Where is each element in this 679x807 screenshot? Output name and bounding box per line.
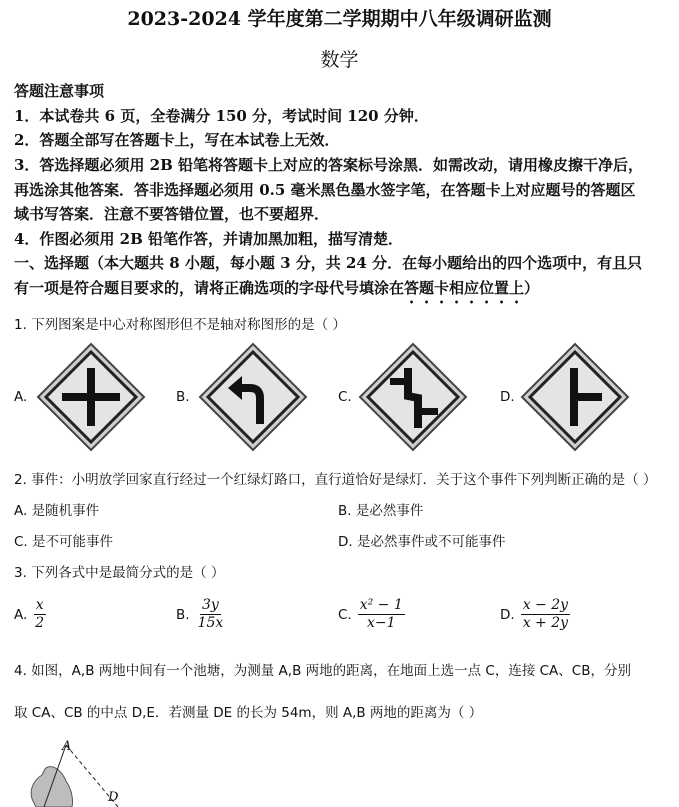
figure-label-a: A	[62, 739, 72, 754]
q2-option-b	[338, 499, 423, 519]
notice-heading: 答题注意事项	[14, 82, 105, 100]
fraction-numerator: x	[35, 597, 44, 613]
fraction-numerator: x − 2y	[522, 597, 569, 613]
question-2-text: 2. 事件：小明放学回家直行经过一个红绿灯路口，直行道恰好是绿灯．关于这个事件下列判断正确的是（ ）	[14, 472, 657, 488]
q2-option-a	[14, 499, 99, 519]
cross-road-sign-icon	[34, 340, 148, 454]
q3-option-b	[176, 597, 225, 632]
q3-option-d-label: D.	[500, 606, 515, 623]
subject-title: 数学	[320, 49, 359, 71]
q1-option-a-label: A.	[14, 389, 28, 405]
q2-option-d-text: 是必然事件或不可能事件	[356, 534, 506, 550]
pond-figure-icon	[14, 735, 154, 807]
fraction-denominator: 2	[35, 615, 45, 631]
notice-item-3: 3．答选择题必须用 2B 铅笔将答题卡上对应的答案标号涂黑．如需改动，请用橡皮擦干净后，	[14, 156, 644, 174]
notice-item-4: 4．作图必须用 2B 铅笔作答，并请加黑加粗，描写清楚．	[14, 230, 403, 248]
q1-option-d-label: D.	[500, 389, 515, 405]
q3-option-b-fraction	[196, 597, 226, 632]
q3-option-a-label: A.	[14, 606, 28, 623]
section-heading-line2	[14, 277, 539, 307]
question-1-text: 1. 下列图案是中心对称图形但不是轴对称图形的是（ ）	[14, 317, 346, 333]
q2-option-c-text: 是不可能事件	[32, 534, 114, 550]
fraction-denominator: x−1	[366, 615, 396, 631]
question-3-text: 3. 下列各式中是最简分式的是（ ）	[14, 565, 225, 581]
q3-option-d-fraction	[521, 597, 570, 632]
q2-option-a-text: 是随机事件	[31, 503, 100, 519]
q2-option-c-label: C.	[14, 534, 28, 550]
q2-option-c	[14, 530, 113, 550]
notice-item-1: 1．本试卷共 6 页，全卷满分 150 分，考试时间 120 分钟．	[14, 107, 429, 125]
page-title: 2023-2024 学年度第二学期期中八年级调研监测	[127, 8, 552, 30]
q3-option-d	[500, 597, 570, 632]
q3-option-a	[14, 597, 46, 632]
q3-option-c	[338, 597, 405, 632]
q2-option-d-label: D.	[338, 534, 353, 550]
question-4-line1: 4. 如图，A,B 两地中间有一个池塘，为测量 A,B 两地的距离，在地面上选一点 C，连接 CA、CB，分别	[14, 663, 631, 679]
fraction-numerator: x² − 1	[359, 597, 403, 613]
t-junction-sign-icon	[518, 340, 632, 454]
q2-option-d	[338, 530, 505, 550]
fraction-numerator: 3y	[202, 597, 219, 613]
q3-option-c-label: C.	[338, 606, 352, 623]
fraction-denominator: x + 2y	[522, 615, 569, 631]
q2-option-a-label: A.	[14, 503, 28, 519]
q1-option-b-label: B.	[176, 389, 190, 405]
notice-item-3-end: 域书写答案．注意不要答错位置，也不要超界．	[14, 205, 330, 223]
q2-option-b-label: B.	[338, 503, 352, 519]
fraction-denominator: 15x	[197, 615, 224, 631]
q3-option-b-label: B.	[176, 606, 190, 623]
notice-item-3-cont: 再选涂其他答案．答非选择题必须用 0.5 毫米黑色墨水签字笔，在答题卡上对应题号的答题区	[14, 181, 636, 199]
q3-option-c-fraction	[358, 597, 405, 632]
q1-option-c-label: C.	[338, 389, 352, 405]
figure-label-d: D	[108, 790, 119, 805]
q3-option-a-fraction	[33, 597, 46, 632]
staggered-junction-sign-icon	[356, 340, 470, 454]
left-turn-sign-icon	[196, 340, 310, 454]
section-line2-end: ）	[524, 279, 540, 297]
notice-item-2: 2．答题全部写在答题卡上，写在本试卷上无效．	[14, 131, 340, 149]
section-line2-plain: 有一项是符合题目要求的，请将正确选项的字母代号填涂在	[14, 279, 405, 297]
q2-option-b-text: 是必然事件	[355, 503, 424, 519]
question-4-line2: 取 CA、CB 的中点 D,E．若测量 DE 的长为 54m，则 A,B 两地的距离为（ ）	[14, 705, 483, 721]
section-heading-line1: 一、选择题（本大题共 8 小题，每小题 3 分，共 24 分．在每小题给出的四个选项中，有且只	[14, 254, 643, 272]
section-line2-emphasis: 答题卡相应位置上	[404, 279, 525, 297]
